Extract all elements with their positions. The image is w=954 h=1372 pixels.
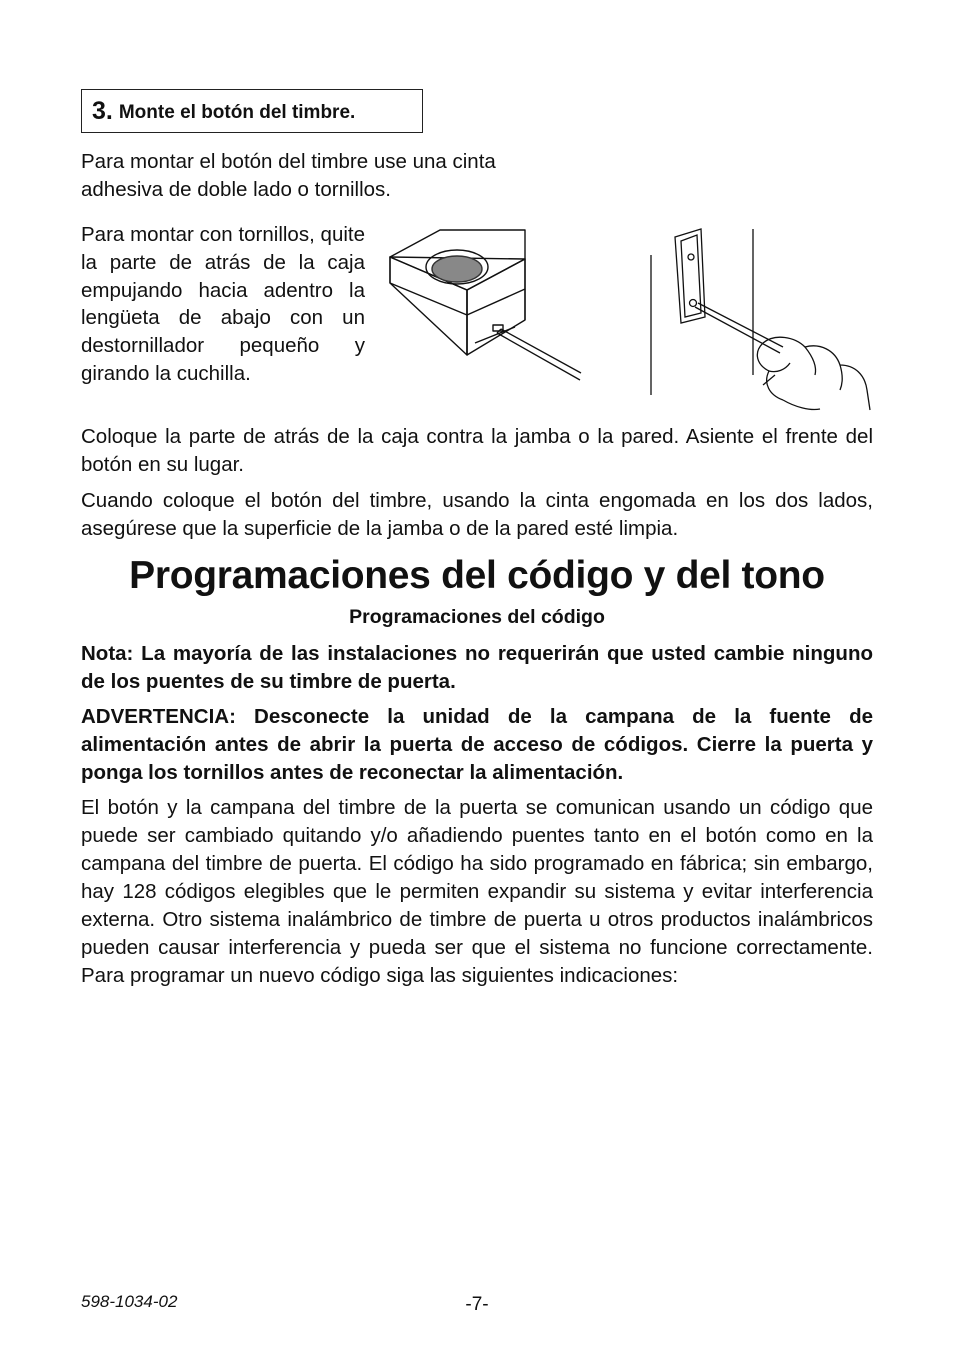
intro-paragraph: Para montar el botón del timbre use una cinta adhesiva de doble lado o tornillos.: [81, 150, 496, 201]
body-paragraph: El botón y la campana del timbre de la puerta se comunican usando un código que puede ser cambiado quitando y/o añadiendo puentes tanto en el botón como en la campana del timbre de puerta. El código ha sido programado en fábrica; sin embargo, hay 128 códigos elegibles que le permiten expandir su sistema y evitar interferencia externa. Otro sistema inalámbrico de timbre de puerta u otros productos inalámbricos pueden causar interferencia y pueda ser que el sistema no funcione correctamente. Para programar un nuevo código siga las siguientes indicaciones:: [81, 796, 873, 987]
note-paragraph: Nota: La mayoría de las instalaciones no requerirán que usted cambie ninguno de los puentes de su timbre de puerta.: [81, 642, 873, 693]
step-number: 3.: [92, 96, 113, 125]
tape-instructions: Cuando coloque el botón del timbre, usando la cinta engomada en los dos lados, asegúrese que la superficie de la jamba o de la pared esté limpia.: [81, 489, 873, 540]
screw-instructions: Para montar con tornillos, quite la parte de atrás de la caja empujando hacia adentro la lengüeta de abajo con un destornillador pequeño y girando la cuchilla.: [81, 223, 365, 385]
step-title: Monte el botón del timbre.: [118, 101, 356, 123]
document-code: 598-1034-02: [81, 1292, 178, 1311]
section-title: Programaciones del código y del tono: [129, 554, 825, 597]
warning-paragraph: ADVERTENCIA: Desconecte la unidad de la campana de la fuente de alimentación antes de abrir la puerta de acceso de códigos. Cierre la puerta y ponga los tornillos antes de reconectar la alimentación.: [81, 705, 873, 784]
button-box-illustration: [385, 225, 585, 385]
wall-mount-illustration: [645, 225, 880, 415]
step-header-box: [81, 89, 423, 133]
page-number: -7-: [465, 1294, 489, 1315]
subsection-title: Programaciones del código: [349, 606, 605, 628]
place-instructions: Coloque la parte de atrás de la caja contra la jamba o la pared. Asiente el frente del botón en su lugar.: [81, 425, 873, 476]
